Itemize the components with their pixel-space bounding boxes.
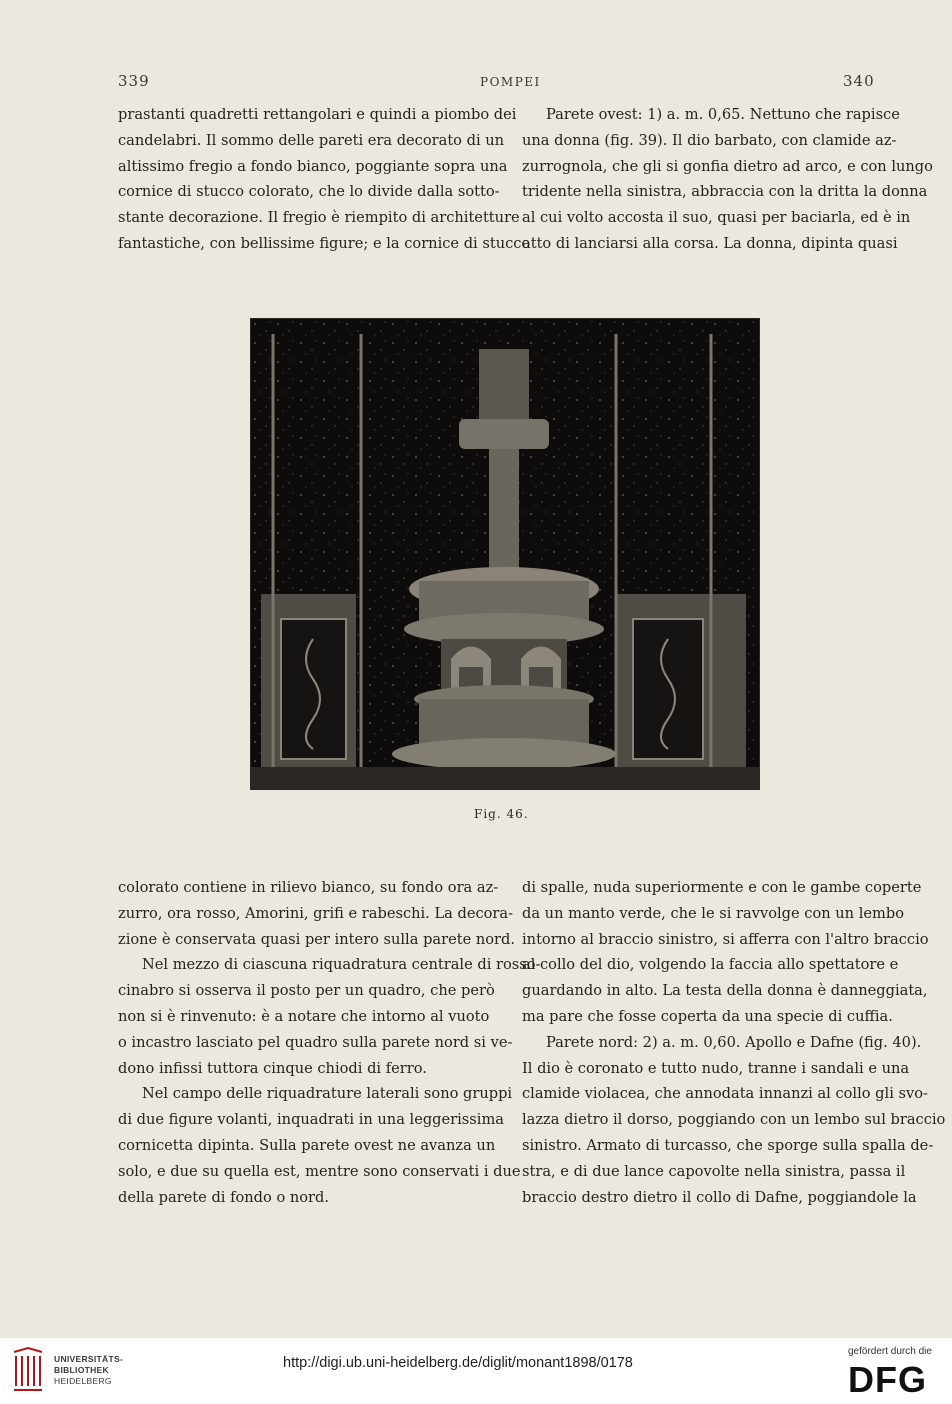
text-line: stante decorazione. Il fregio è riempito di architetture [118, 209, 520, 227]
text-line: intorno al braccio sinistro, si afferra con l'altro braccio [522, 930, 929, 948]
university-library-logo-icon [10, 1346, 46, 1394]
text-line: fantastiche, con bellissime figure; e la cornice di stucco [118, 234, 531, 252]
text-line: dono infissi tuttora cinque chiodi di ferro. [118, 1059, 427, 1077]
text-line: sinistro. Armato di turcasso, che sporge sulla spalla de- [522, 1136, 934, 1154]
text-column-top-right [522, 102, 933, 257]
running-title: POMPEI [480, 75, 541, 89]
viewer-footer [0, 1338, 952, 1404]
page-number-left: 339 [118, 72, 150, 90]
permalink-url[interactable]: http://digi.ub.uni-heidelberg.de/diglit/monant1898/0178 [283, 1355, 633, 1371]
text-line: di due figure volanti, inquadrati in una leggerissima [118, 1111, 504, 1129]
text-line: di spalle, nuda superiormente e con le gambe coperte [522, 879, 922, 896]
text-line: braccio destro dietro il collo di Dafne, poggiandole la [522, 1188, 917, 1206]
text-line: o incastro lasciato pel quadro sulla parete nord si ve- [118, 1033, 513, 1051]
text-column-bottom-right [522, 875, 946, 1210]
text-line: colorato contiene in rilievo bianco, su fondo ora az- [118, 879, 499, 896]
library-name-line: BIBLIOTHEK [54, 1365, 109, 1375]
text-line: al cui volto accosta il suo, quasi per baciarla, ed è in [522, 209, 911, 227]
text-line: candelabri. Il sommo delle pareti era decorato di un [118, 131, 505, 149]
text-line: prastanti quadretti rettangolari e quindi a piombo dei [118, 106, 517, 123]
funding-note: gefördert durch die [848, 1346, 932, 1357]
text-line: non si è rinvenuto: è a notare che intorno al vuoto [118, 1007, 490, 1025]
text-line: lazza dietro il dorso, poggiando con un lembo sul braccio [522, 1111, 946, 1129]
text-line: zione è conservata quasi per intero sulla parete nord. [118, 930, 516, 948]
figure-caption: Fig. 46. [474, 807, 529, 821]
library-name-line: HEIDELBERG [54, 1376, 112, 1386]
text-line: clamide violacea, che annodata innanzi al collo gli svo- [522, 1085, 928, 1103]
figure-fresco-photo [250, 318, 760, 790]
text-line: zurro, ora rosso, Amorini, grifi e rabeschi. La decora- [118, 904, 514, 922]
text-line: altissimo fregio a fondo bianco, poggiante sopra una [118, 157, 508, 175]
text-column-top-left [118, 102, 531, 257]
dfg-logo: DFG [848, 1359, 927, 1400]
text-line: Parete ovest: 1) a. m. 0,65. Nettuno che rapisce [546, 106, 900, 123]
text-line: Parete nord: 2) a. m. 0,60. Apollo e Dafne (fig. 40). [546, 1033, 922, 1051]
text-line: tridente nella sinistra, abbraccia con la dritta la donna [522, 183, 928, 201]
text-line: guardando in alto. La testa della donna è danneggiata, [522, 982, 928, 1000]
text-line: della parete di fondo o nord. [118, 1188, 330, 1206]
text-line: Nel mezzo di ciascuna riquadratura centrale di rosso- [142, 956, 541, 974]
text-line: atto di lanciarsi alla corsa. La donna, dipinta quasi [522, 234, 898, 252]
text-column-bottom-left [118, 875, 541, 1210]
text-line: stra, e di due lance capovolte nella sinistra, passa il [522, 1162, 906, 1180]
page-number-right: 340 [843, 72, 875, 90]
text-line: cinabro si osserva il posto per un quadro, che però [118, 982, 495, 1000]
text-line: solo, e due su quella est, mentre sono conservati i due [118, 1162, 521, 1180]
text-line: da un manto verde, che le si ravvolge con un lembo [522, 904, 904, 922]
text-line: cornicetta dipinta. Sulla parete ovest ne avanza un [118, 1136, 496, 1154]
text-line: zurrognola, che gli si gonfia dietro ad arco, e con lungo [522, 157, 933, 175]
text-line: Il dio è coronato e tutto nudo, tranne i sandali e una [522, 1059, 910, 1077]
text-line: al collo del dio, volgendo la faccia allo spettatore e [522, 956, 899, 974]
text-line: cornice di stucco colorato, che lo divide dalla sotto- [118, 183, 500, 201]
text-line: ma pare che fosse coperta da una specie di cuffia. [522, 1007, 893, 1025]
fresco-candelabrum-illustration [251, 319, 759, 789]
library-name-line: UNIVERSITÄTS- [54, 1354, 124, 1364]
text-line: Nel campo delle riquadrature laterali sono gruppi [142, 1085, 513, 1103]
text-line: una donna (fig. 39). Il dio barbato, con clamide az- [522, 131, 897, 149]
